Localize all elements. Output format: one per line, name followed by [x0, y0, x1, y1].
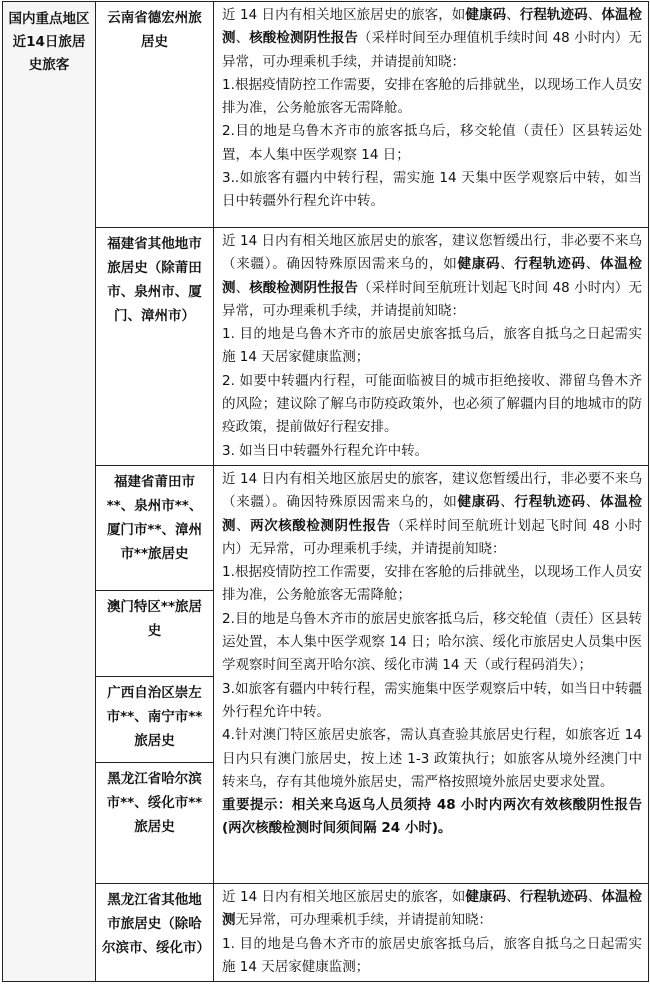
- policy-text: （采样时间至航班计划起飞时间 48 小时内）无异常，可办理乘机手续，并请提前知晓：: [222, 279, 643, 319]
- policy-text: 近 14 日内有相关地区旅居史的旅客，如: [222, 7, 466, 23]
- policy-paragraph: [222, 794, 642, 841]
- policy-paragraph: [222, 468, 642, 561]
- policy-text: 近 14 日内有相关地区旅居史的旅客，建议您暂缓出行，非必要不来乌（来疆）。确因特殊原因需来乌的，如: [222, 470, 642, 511]
- policy-text: 2.目的地是乌鲁木齐市的旅客抵乌后，移交轮值（责任）区县转运处置，本人集中医学观察 14 日；: [222, 123, 642, 163]
- emphasized-text: 体温检测: [222, 256, 642, 296]
- emphasized-text: 健康码: [457, 256, 501, 273]
- table-row: [3, 883, 649, 981]
- policy-paragraph: [222, 678, 642, 725]
- emphasized-text: 健康码: [465, 7, 507, 23]
- policy-text: 、: [500, 494, 515, 511]
- policy-text: 近 14 日内有相关地区旅居史的旅客，如: [222, 888, 466, 905]
- policy-text: 、: [506, 7, 520, 23]
- emphasized-text: 健康码: [465, 888, 507, 905]
- policy-text: 、: [506, 888, 520, 905]
- policy-paragraph: [222, 323, 642, 370]
- policy-text: 1.根据疫情防控工作需要，安排在客舱的后排就坐，以现场工作人员安排为准，公务舱旅客无需降舱；: [222, 564, 642, 604]
- policy-paragraph: [222, 886, 642, 933]
- policy-text: 、: [500, 256, 515, 273]
- policy-detail-cell: [214, 228, 649, 466]
- emphasized-text: 行程轨迹码: [514, 494, 586, 511]
- policy-text: 、: [587, 888, 602, 905]
- policy-paragraph: [222, 230, 642, 323]
- policy-text: 近 14 日内有相关地区旅居史的旅客，建议您暂缓出行，非必要不来乌（来疆）。确因特殊原因需来乌的，如: [222, 233, 642, 273]
- policy-text: 、: [235, 279, 250, 296]
- policy-text: 1. 目的地是乌鲁木齐市的旅居史旅客抵乌后，旅客自抵乌之日起需实施 14 天居家健康监测；: [222, 935, 642, 975]
- policy-paragraph: [222, 4, 642, 74]
- region-cell: 云南省德宏州旅居史: [96, 2, 214, 228]
- policy-text: 2. 如要中转疆内行程，可能面临被目的城市拒绝接收、滞留乌鲁木齐的风险；建议除了解乌市防疫政策外，也必须了解疆内目的地城市的防疫政策，提前做好行程安排。: [222, 372, 642, 436]
- policy-text: 、: [587, 7, 602, 23]
- emphasized-text: 行程轨迹码: [514, 256, 586, 273]
- policy-text: 无异常，可办理乘机手续，并请提前知晓：: [235, 912, 492, 929]
- policy-text: 4.针对澳门特区旅居史旅客，需认真查验其旅居史行程，如旅客近 14 日内只有澳门旅居史，按上述 1-3 政策执行；如旅客从境外经澳门中转来乌，存有其他境外旅居史，需严格按照境外旅居史要求处置。: [222, 727, 642, 790]
- policy-text: 、: [235, 30, 250, 47]
- emphasized-text: 体温检测: [222, 494, 642, 534]
- emphasized-text: 核酸检测阴性报告: [249, 279, 358, 296]
- policy-text: 3. 如当日中转疆外行程允许中转。: [222, 442, 429, 459]
- region-cell: 澳门特区**旅居史: [96, 590, 214, 676]
- emphasized-text: 重要提示：相关来乌返乌人员须持 48 小时内两次有效核酸阴性报告(两次核酸检测时间须间隔 24 小时)。: [222, 797, 642, 837]
- policy-paragraph: [222, 370, 642, 440]
- table-row: [3, 228, 649, 466]
- emphasized-text: 体温检测: [222, 7, 643, 47]
- emphasized-text: 行程轨迹码: [519, 7, 588, 23]
- policy-detail-cell: [214, 465, 649, 883]
- emphasized-text: 健康码: [457, 494, 501, 511]
- policy-paragraph: [222, 561, 642, 608]
- region-cell: 福建省莆田市**、泉州市**、厦门市**、漳州市**旅居史: [96, 465, 214, 590]
- region-cell: 福建省其他地市旅居史（除莆田市、泉州市、厦门、漳州市）: [96, 228, 214, 466]
- table-row: [3, 465, 649, 590]
- policy-text: （采样时间至航班计划起飞时间 48 小时内）无异常，可办理乘机手续，并请提前知晓：: [222, 517, 643, 557]
- emphasized-text: 核酸检测阴性报告: [249, 30, 358, 47]
- policy-text: 2.目的地是乌鲁木齐市的旅居史旅客抵乌后，移交轮值（责任）区县转运处置，本人集中医学观察 14 日；哈尔滨、绥化市旅居史人员集中医学观察时间至离开哈尔滨、绥化市满 14 天（或行程码消失）；: [222, 610, 642, 674]
- policy-paragraph: [222, 440, 642, 463]
- policy-paragraph: [222, 74, 642, 121]
- emphasized-text: 两次核酸检测阴性报告: [250, 517, 391, 534]
- policy-paragraph: [222, 167, 642, 214]
- travel-policy-table: [2, 1, 649, 982]
- policy-text: 、: [585, 256, 600, 273]
- policy-detail-cell: [214, 883, 649, 981]
- policy-paragraph: [222, 608, 642, 678]
- policy-text: 1. 目的地是乌鲁木齐市的旅居史旅客抵乌后，旅客自抵乌之日起需实施 14 天居家健康监测；: [222, 326, 642, 366]
- policy-paragraph: [222, 933, 642, 980]
- emphasized-text: 行程轨迹码: [519, 888, 588, 905]
- category-cell: 国内重点地区近14日旅居史旅客: [3, 2, 96, 982]
- emphasized-text: 体温检测: [222, 888, 643, 929]
- policy-detail-cell: [214, 2, 649, 228]
- policy-text: 3..如旅客有疆内中转行程，需实施 14 天集中医学观察后中转，如当日中转疆外行程允许中转。: [222, 170, 642, 210]
- policy-text: 、: [585, 494, 600, 511]
- policy-paragraph: [222, 120, 642, 167]
- region-cell: 广西自治区崇左市**、南宁市**旅居史: [96, 676, 214, 762]
- policy-text: 1.根据疫情防控工作需要，安排在客舱的后排就坐，以现场工作人员安排为准，公务舱旅客无需降舱。: [222, 76, 642, 117]
- region-cell: 黑龙江省哈尔滨市**、绥化市**旅居史: [96, 762, 214, 883]
- policy-text: 3.如旅客有疆内中转行程，需实施集中医学观察后中转，如当日中转疆外行程允许中转。: [222, 680, 642, 720]
- policy-text: 、: [236, 517, 251, 534]
- region-cell: 黑龙江省其他地市旅居史（除哈尔滨市、绥化市）: [96, 883, 214, 981]
- table-row: [3, 2, 649, 228]
- policy-text: （采样时间至办理值机手续时间 48 小时内）无异常，可办理乘机手续，并请提前知晓：: [222, 30, 643, 70]
- policy-paragraph: [222, 724, 642, 794]
